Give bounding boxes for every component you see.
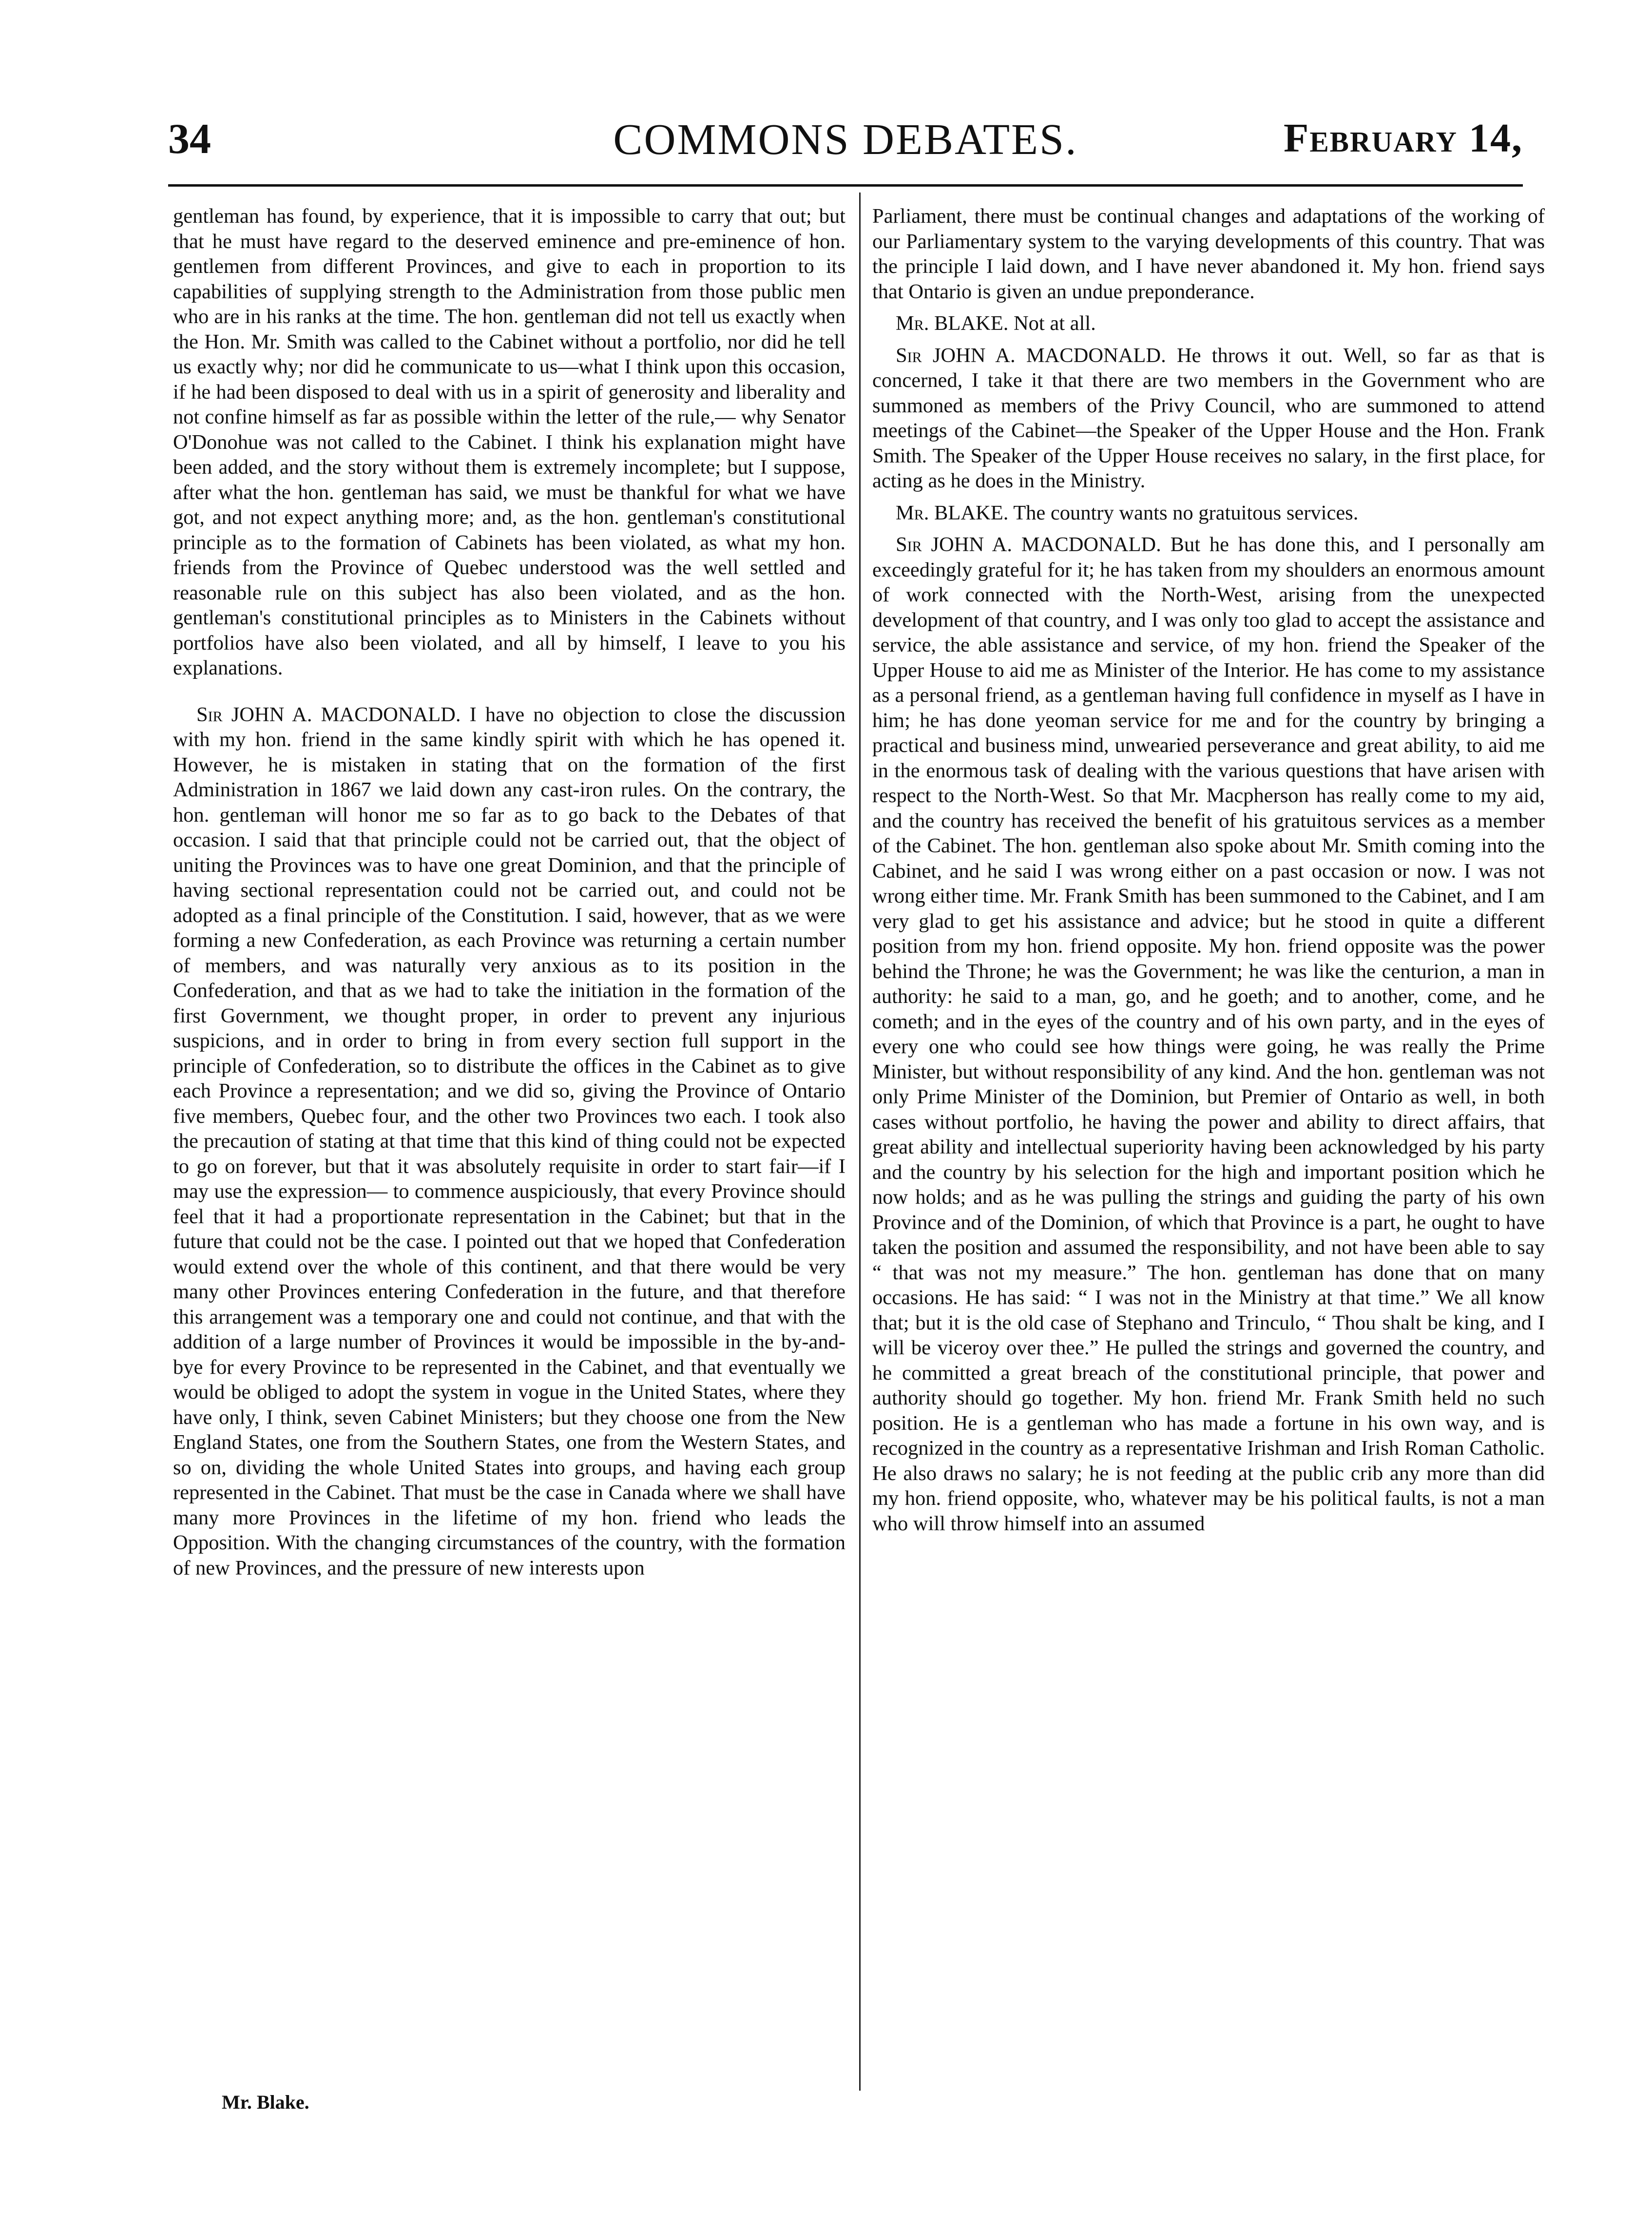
paragraph-text: But he has done this, and I personally am exceedingly grateful for it; he has taken from my shoulders an enormous amount of work connected with the North-West, arising from the unexpected development of that country, and I was only too glad to accept the assistance and service, the able assistance and service, of my hon. friend the Speaker of the Upper House to aid me as Minister of the Interior. He has come to my assistance as a personal friend, as a gentleman having full confidence in myself as I have in him; he has done yeoman service for me and for the country by bringing a practical and business mind, unwearied perseverance and great ability, to aid me in the enormous task of dealing with the various questions that have arisen with respect to the North-West. So that Mr. Macpherson has really come to my aid, and the country has received the benefit of his gratuitous services as a member of the Cabinet. The hon. gentleman also spoke about Mr. Smith coming into the Cabinet, and he said I was wrong either on a past occasion or now. I was not wrong either time. Mr. Frank Smith has been summoned to the Cabinet, and I am very glad to get his assistance and advice; but he stood in quite a different position from my hon. friend opposite. My hon. friend opposite was the power behind the Throne; he was the Government; he was like the centurion, a man in authority: he said to a man, go, and he goeth; and to another, come, and he cometh; and in the eyes of the country and of his own party, and in the eyes of every one who could see how things were going, he was really the Prime Minister, but without responsibility of any kind. And the hon. gentleman was not only Prime Minister of the Dominion, but Premier of Ontario as well, in both cases without portfolio, he having the power and ability to direct affairs, that great ability and intellectual superiority having been acknowledged by his party and the country by his selection for the high and important position which he now holds; and as he was pulling the strings and guiding the party of his own Province and of the Dominion, of which that Province is a part, he ought to have taken the position and assumed the responsibility, and not have been able to say “ that was not my measure.” The hon. gentleman has done that on many occasions. He has said: “ I was not in the Ministry at that time.” We all know that; but it is the old case of Stephano and Trinculo, “ Thou shalt be king, and I will be viceroy over thee.” He pulled the strings and governed the country, and he committed a great breach of the constitutional principle, that power and authority should go together. My hon. friend Mr. Frank Smith held no such position. He is a gentleman who has made a fortune in his own way, and is recognized in the country as a representative Irishman and Irish Roman Catholic. He also draws no salary; he is not feeding at the public crib any more than did my hon. friend opposite, who, whatever may be his political faults, is not a man who will throw himself into an assumed [872, 533, 1545, 1535]
paragraph-text: Parliament, there must be continual changes and adaptations of the working of our Parliamentary system to the varying developments of this country. That was the principle I laid down, and I have never abandoned it. My hon. friend says that Ontario is given an undue preponderance. [872, 205, 1545, 303]
header-rule [168, 184, 1523, 187]
header-date: February 14, [1284, 115, 1523, 161]
paragraph-text: gentleman has found, by experience, that it is impossible to carry that out; but that he must have regard to the deserved eminence and pre-eminence of hon. gentlemen from different Provinces, and give to each in proportion to its capabilities of supplying strength to the Administration from those public men who are in his ranks at the time. The hon. gentleman did not tell us exactly when the Hon. Mr. Smith was called to the Cabinet without a portfolio, nor did he tell us exactly why; nor did he communicate to us—what I think upon this occasion, if he had been disposed to deal with us in a spirit of generosity and liberality and not confine himself as far as possible within the letter of the rule,— why Senator O'Donohue was not called to the Cabinet. I think his explanation might have been added, and the story without them is extremely incomplete; but I suppose, after what the hon. gentleman has said, we must be thankful for what we have got, and not expect anything more; and, as the hon. gentleman's constitutional principle as to the formation of Cabinets has been violated, as what my hon. friends from the Province of Quebec understood was the well settled and reasonable rule on this subject has also been violated, and as the hon. gentleman's constitutional principles as to Ministers in the Cabinets without portfolios have also been violated, and all by himself, I leave to you his explanations. [173, 205, 845, 679]
catchword: Mr. Blake. [222, 2091, 309, 2113]
paragraph-text: I have no objection to close the discussion with my hon. friend in the same kindly spirit with which he has opened it. However, he is mistaken in stating that on the formation of the first Administration in 1867 we laid down any cast-iron rules. On the contrary, the hon. gentleman will honor me so far as to go back to the Debates of that occasion. I said that that principle could not be carried out, that the object of uniting the Provinces was to have one great Dominion, and that the principle of having sectional representation could not be carried out, and could not be adopted as a final principle of the Constitution. I said, however, that as we were forming a new Confederation, as each Province was returning a certain number of members, and was naturally very anxious as to its position in the Confederation, and that as we had to take the initiation in the formation of the first Government, we thought proper, in order to prevent any injurious suspicions, and in order to bring in from every section full support in the principle of Confederation, so to distribute the offices in the Cabinet as to give each Province a representation; and we did so, giving the Province of Ontario five members, Quebec four, and the other two Provinces two each. I took also the precaution of stating at that time that this kind of thing could not be expected to go on forever, but that it was absolutely requisite in order to start fair—if I may use the expression— to commence auspiciously, that every Province should feel that it had a proportionate representation in the Cabinet; but that in the future that could not be the case. I pointed out that we hoped that Confederation would extend over the whole of this continent, and that there would be very many other Provinces entering Confederation in the future, and that therefore this arrangement was a temporary one and could not continue, and that with the addition of a large number of Provinces it would be impossible in the by-and-bye for every Province to be represented in the Cabinet, and that eventually we would be obliged to adopt the system in vogue in the United States, where they have only, I think, seven Cabinet Ministers; but they choose one from the New England States, one from the Southern States, one from the Western States, and so on, dividing the whole United States into groups, and having each group represented in the Cabinet. That must be the case in Canada where we shall have many more Provinces in the lifetime of my hon. friend who leads the Opposition. With the changing circumstances of the country, with the formation of new Provinces, and the pressure of new interests upon [173, 703, 845, 1579]
paragraph-text: Not at all. [1013, 312, 1096, 335]
paragraph-right-1 [872, 204, 1545, 304]
running-header [168, 110, 1523, 173]
paragraph-right-2 [872, 311, 1545, 336]
page-number: 34 [168, 115, 211, 163]
column-divider [859, 192, 861, 2091]
paragraph-right-3 [872, 343, 1545, 494]
paragraph-left-1 [173, 204, 845, 681]
speaker-name: Sir JOHN A. MACDONALD. [896, 533, 1161, 556]
paragraph-text: He throws it out. Well, so far as that is concerned, I take it that there are two members in the Government who are summoned as members of the Privy Council, who are summoned to attend meetings of the Cabinet—the Speaker of the Upper House and the Hon. Frank Smith. The Speaker of the Upper House receives no salary, in the first place, for acting as he does in the Ministry. [872, 344, 1545, 492]
paragraph-right-5 [872, 532, 1545, 1536]
speaker-name: Mr. BLAKE. [896, 312, 1009, 335]
right-column [872, 204, 1545, 1543]
paragraph-text: The country wants no gratuitous services. [1013, 501, 1359, 524]
publication-title: COMMONS DEBATES. [613, 115, 1078, 164]
left-column [173, 204, 845, 1587]
speaker-name: Sir JOHN A. MACDONALD. [196, 703, 461, 726]
speaker-name: Mr. BLAKE. [896, 501, 1009, 524]
paragraph-left-2 [173, 702, 845, 1581]
speaker-name: Sir JOHN A. MACDONALD. [896, 344, 1166, 367]
paragraph-right-4 [872, 500, 1545, 526]
